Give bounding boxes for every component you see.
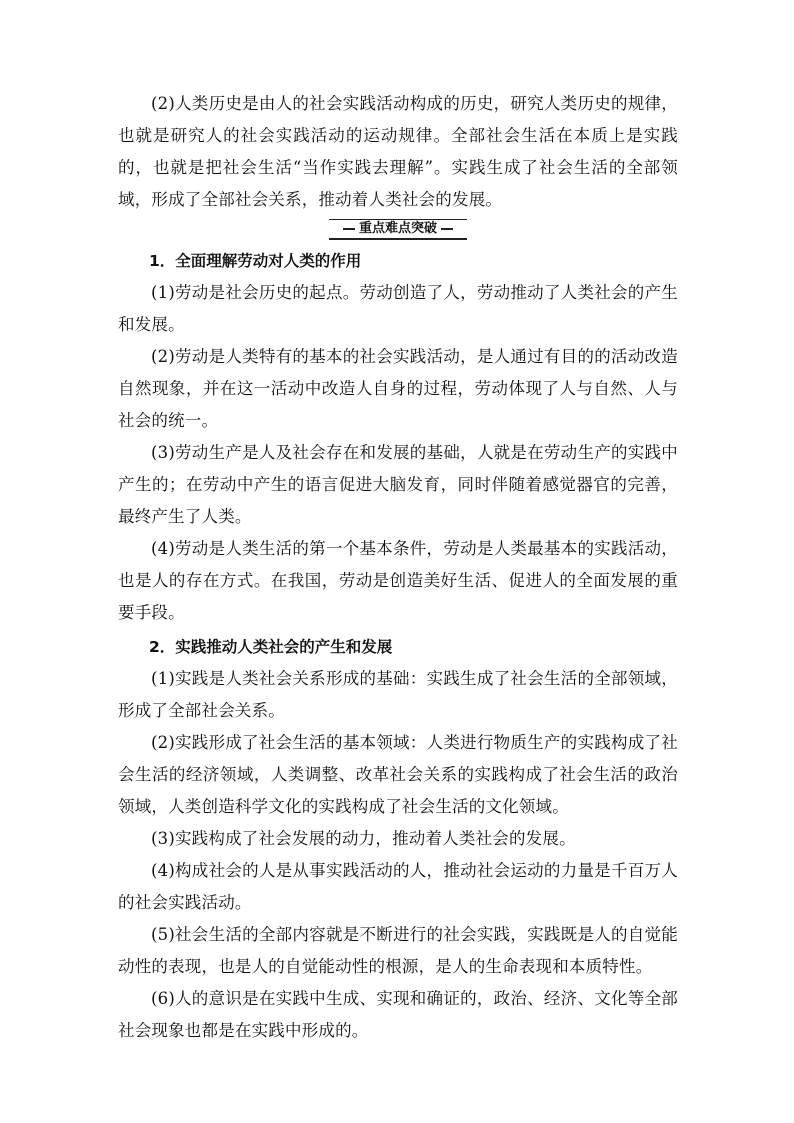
section2-paragraph-6: (6)人的意识是在实践中生成、实现和确证的，政治、经济、文化等全部社会现象也都是在实践中形成的。 (118, 989, 678, 1040)
intro-paragraph: (2)人类历史是由人的社会实践活动构成的历史，研究人类历史的规律，也就是研究人的社会实践活动的运动规律。全部社会生活在本质上是实践的，也就是把社会生活“当作实践去理解”。实践生成了社会生活的全部领域，形成了全部社会关系，推动着人类社会的发展。 (118, 94, 678, 209)
section1-paragraph-4: (4)劳动是人类生活的第一个基本条件，劳动是人类最基本的实践活动，也是人的存在方式。在我国，劳动是创造美好生活、促进人的全面发展的重要手段。 (118, 539, 678, 622)
section1-heading: 1．全面理解劳动对人类的作用 (149, 252, 362, 270)
banner-title: 重点难点突破 (358, 221, 437, 236)
banner-left-rule (343, 228, 355, 230)
section2-paragraph-1: (1)实践是人类社会关系形成的基础：实践生成了社会生活的全部领域，形成了全部社会关系。 (118, 669, 678, 720)
section2-paragraph-3: (3)实践构成了社会发展的动力，推动着人类社会的发展。 (151, 829, 576, 848)
banner-right-rule (441, 228, 453, 230)
document-page (118, 88, 678, 1047)
section2-heading: 2．实践推动人类社会的产生和发展 (149, 638, 393, 656)
section1-paragraph-3: (3)劳动生产是人及社会存在和发展的基础，人就是在劳动生产的实践中产生的；在劳动中产生的语言促进大脑发育，同时伴随着感觉器官的完善，最终产生了人类。 (118, 443, 678, 526)
section2-paragraph-4: (4)构成社会的人是从事实践活动的人，推动社会运动的力量是千百万人的社会实践活动。 (118, 861, 678, 912)
section2-paragraph-5: (5)社会生活的全部内容就是不断进行的社会实践，实践既是人的自觉能动性的表现，也是人的自觉能动性的根源，是人的生命表现和本质特性。 (118, 925, 678, 976)
section-banner (329, 219, 467, 240)
section2-paragraph-2: (2)实践形成了社会生活的基本领域：人类进行物质生产的实践构成了社会生活的经济领域，人类调整、改革社会关系的实践构成了社会生活的政治领域，人类创造科学文化的实践构成了社会生活的文化领域。 (118, 733, 678, 816)
section-banner-wrap (118, 219, 678, 240)
section1-paragraph-2: (2)劳动是人类特有的基本的社会实践活动，是人通过有目的的活动改造自然现象，并在这一活动中改造人自身的过程，劳动体现了人与自然、人与社会的统一。 (118, 347, 678, 430)
section1-paragraph-1: (1)劳动是社会历史的起点。劳动创造了人，劳动推动了人类社会的产生和发展。 (118, 283, 678, 334)
